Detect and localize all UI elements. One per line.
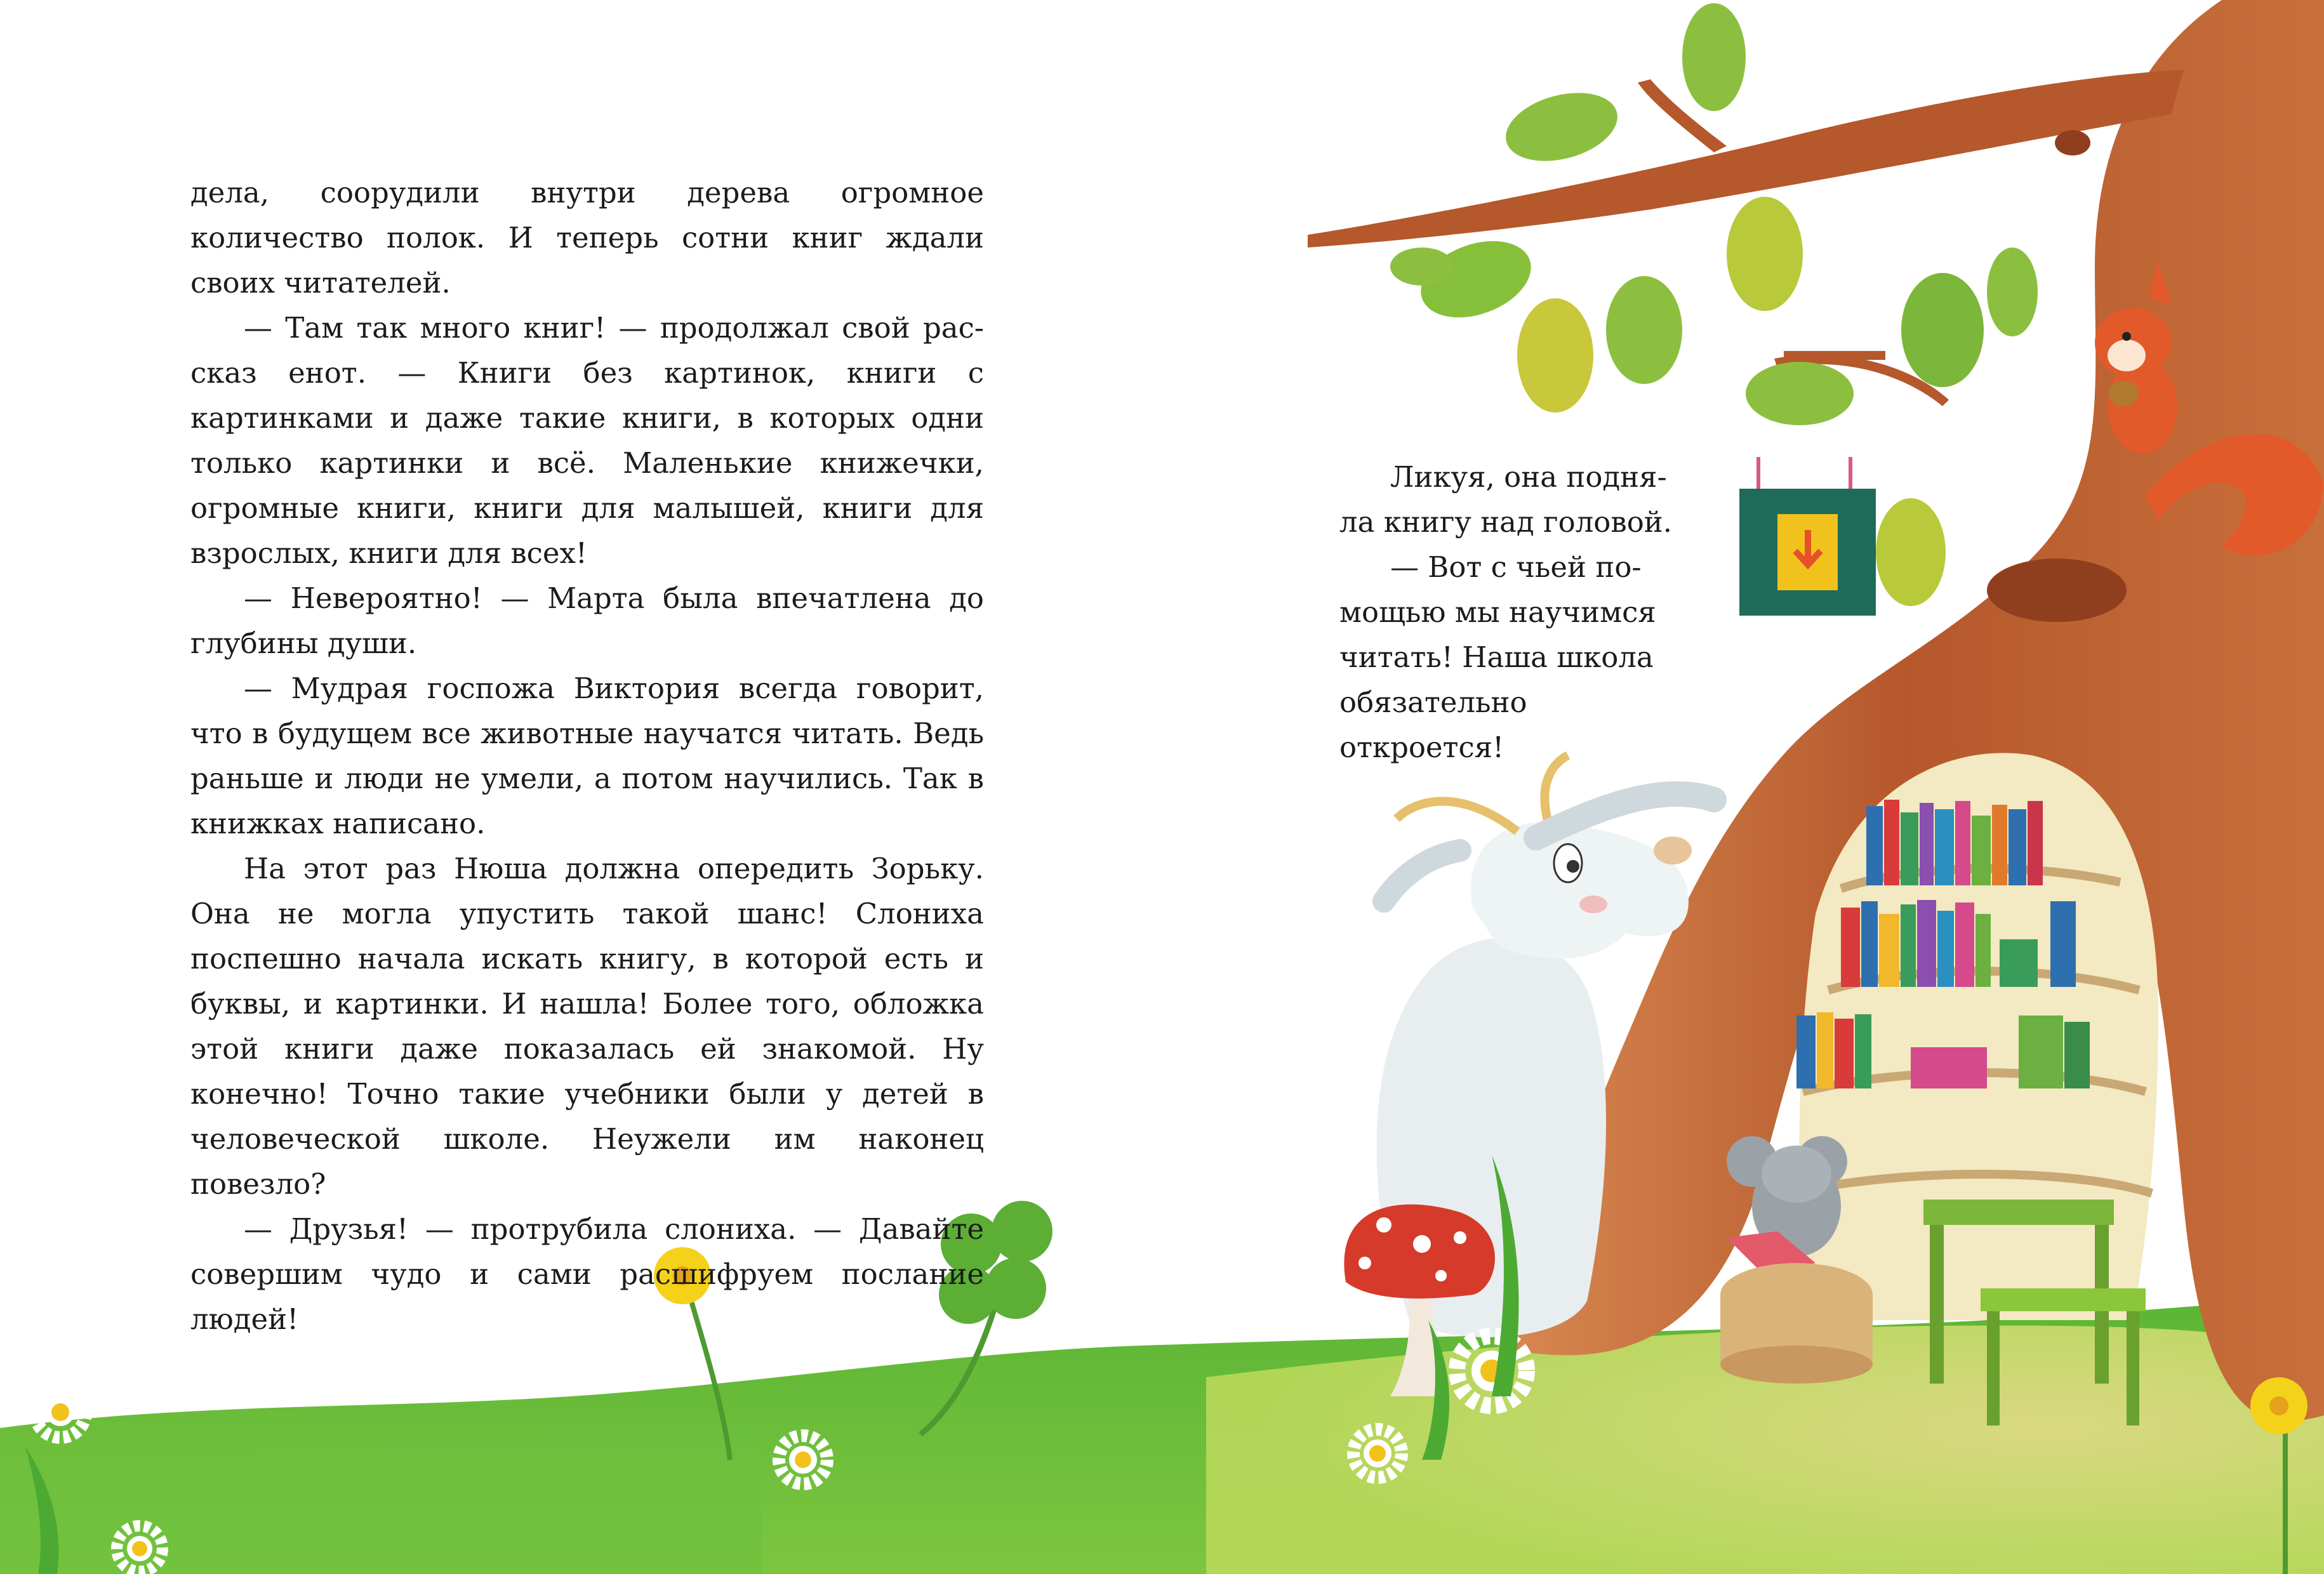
paragraph: — Вот с чьей по- мощью мы научимся читать! Наша школа обязательно откроется! [1339, 550, 1656, 764]
left-page-text [190, 170, 984, 1342]
paragraph: — Невероятно! — Марта была впечатлена до глубины души. [190, 581, 984, 660]
paragraph: дела, соорудили внутри дерева огромное количество полок. И теперь сотни книг ждали своих читателей. [190, 176, 984, 300]
paragraph: На этот раз Нюша должна опередить Зорьку. Она не могла упустить такой шанс! Слониха поспешно начала искать книгу, в которой есть и буквы, и картинки. И нашла! Более того, обложка этой книги даже показалась ей знакомой. Ну конечно! Точно такие учебники были у детей в человеческой школе. Неужели им наконец повезло? [190, 852, 984, 1201]
right-page-text [1339, 454, 1695, 770]
paragraph: — Мудрая госпожа Виктория всегда говорит, что в будущем все животные научатся читать. Ведь раньше и люди не умели, а потом научились. Так в книжках написано. [190, 671, 984, 840]
paragraph: — Там так много книг! — продолжал свой рассказ енот. — Книги без картинок, книги с картинками и даже такие книги, в которых одни только картинки и всё. Маленькие книжечки, огромные книги, книги для малышей, книги для взрослых, книги для всех! [190, 311, 984, 570]
paragraph: — Друзья! — протрубила слониха. — Давайте совершим чудо и сами расшифруем послание людей! [190, 1212, 984, 1336]
paragraph: Ликуя, она подня- ла книгу над головой. [1339, 460, 1673, 539]
